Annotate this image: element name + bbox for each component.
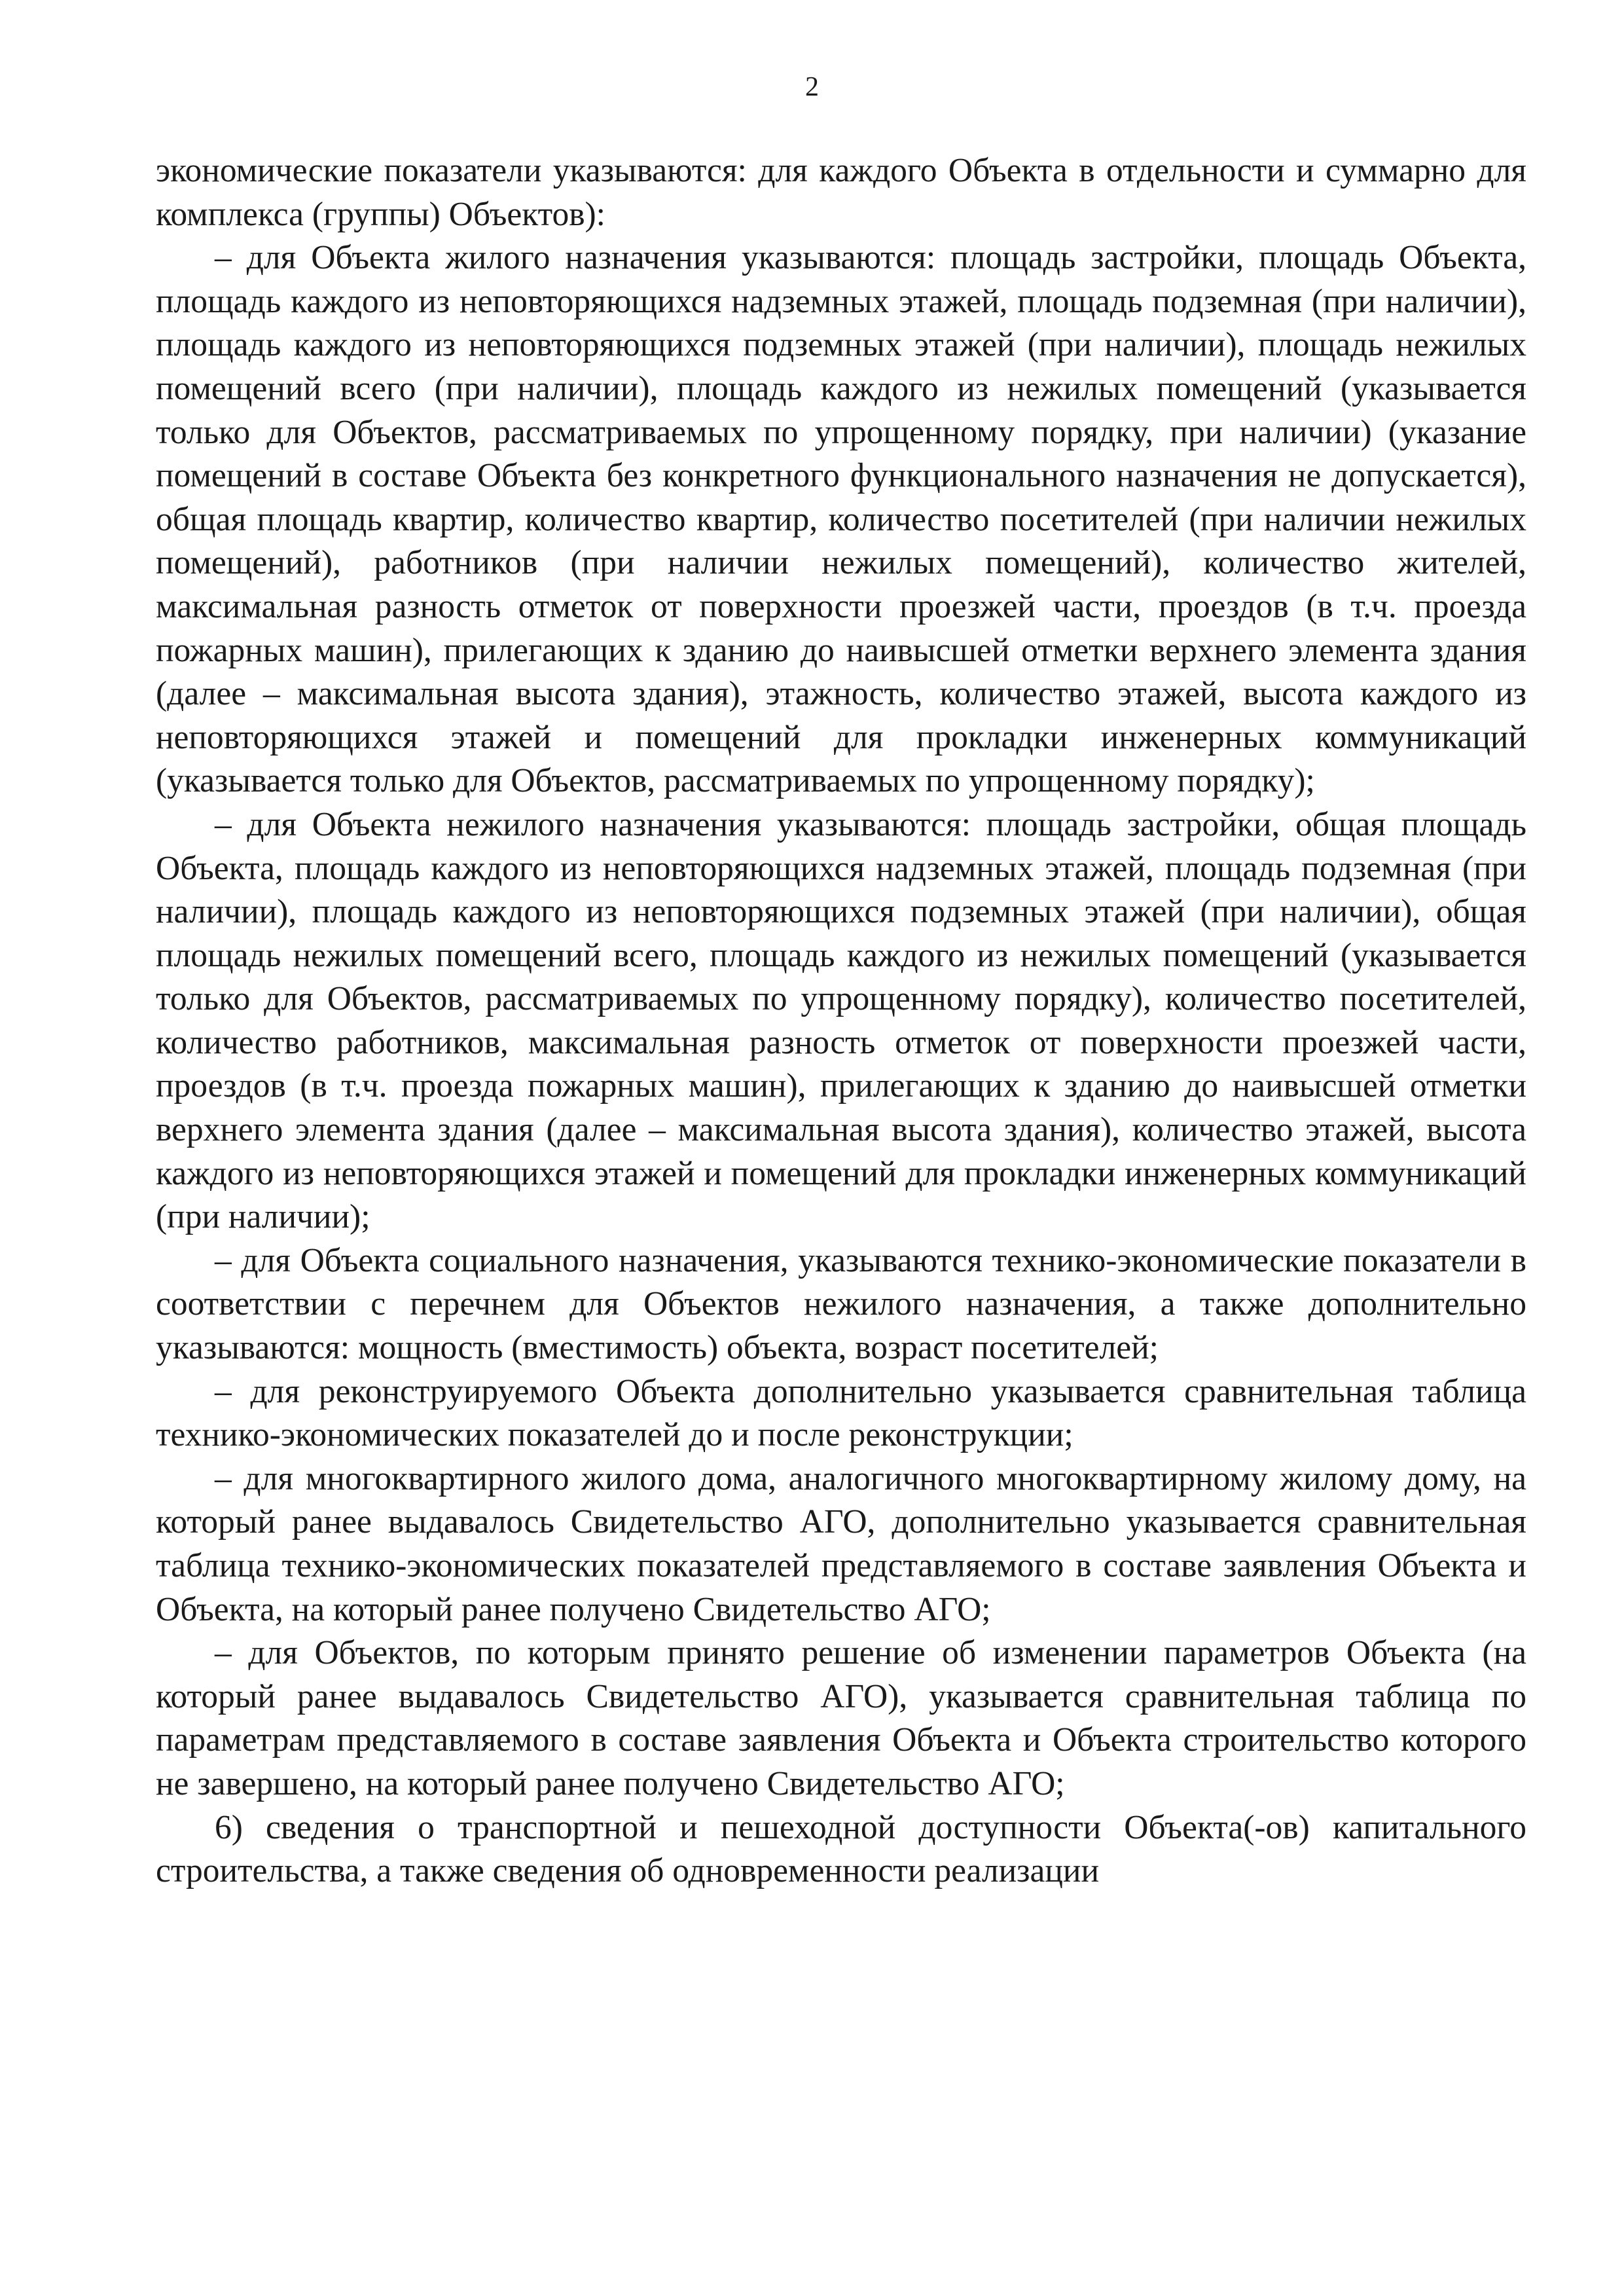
page-number: 2 — [805, 72, 819, 102]
paragraph: экономические показатели указываются: для каждого Объекта в отдельности и суммарно для комплекса (группы) Объектов): — [156, 152, 1526, 233]
document-body — [156, 149, 1526, 1893]
paragraph: – для Объекта нежилого назначения указываются: площадь застройки, общая площадь Объекта, площадь каждого из неповторяющихся надземных этажей, площадь подземная (при наличии), площадь каждого из неповторяющихся подземных этажей (при наличии), общая площадь нежилых помещений всего, площадь каждого из нежилых помещений (указывается только для Объектов, рассматриваемых по упрощенному порядку), количество посетителей, количество работников, максимальная разность отметок от поверхности проезжей части, проездов (в т.ч. проезда пожарных машин), прилегающих к зданию до наивысшей отметки верхнего элемента здания (далее – максимальная высота здания), количество этажей, высота каждого из неповторяющихся этажей и помещений для прокладки инженерных коммуникаций (при наличии); — [156, 805, 1526, 1236]
paragraph: 6) сведения о транспортной и пешеходной доступности Объекта(-ов) капитального строительства, а также сведения об одновременности реализации — [156, 1808, 1526, 1890]
paragraph: – для реконструируемого Объекта дополнительно указывается сравнительная таблица технико-экономических показателей до и после реконструкции; — [156, 1372, 1526, 1454]
paragraph: – для Объекта жилого назначения указываются: площадь застройки, площадь Объекта, площадь каждого из неповторяющихся надземных этажей, площадь подземная (при наличии), площадь каждого из неповторяющихся подземных этажей (при наличии), площадь нежилых помещений всего (при наличии), площадь каждого из нежилых помещений (указывается только для Объектов, рассматриваемых по упрощенному порядку, при наличии) (указание помещений в составе Объекта без конкретного функционального назначения не допускается), общая площадь квартир, количество квартир, количество посетителей (при наличии нежилых помещений), работников (при наличии нежилых помещений), количество жителей, максимальная разность отметок от поверхности проезжей части, проездов (в т.ч. проезда пожарных машин), прилегающих к зданию до наивысшей отметки верхнего элемента здания (далее – максимальная высота здания), этажность, количество этажей, высота каждого из неповторяющихся этажей и помещений для прокладки инженерных коммуникаций (указывается только для Объектов, рассматриваемых по упрощенному порядку); — [156, 239, 1526, 800]
paragraph: – для Объектов, по которым принято решение об изменении параметров Объекта (на который ранее выдавалось Свидетельство АГО), указывается сравнительная таблица по параметрам представляемого в составе заявления Объекта и Объекта строительство которого не завершено, на который ранее получено Свидетельство АГО; — [156, 1634, 1526, 1802]
paragraph: – для Объекта социального назначения, указываются технико-экономические показатели в соответствии с перечнем для Объектов нежилого назначения, а также дополнительно указываются: мощность (вместимость) объекта, возраст посетителей; — [156, 1241, 1526, 1367]
paragraph: – для многоквартирного жилого дома, аналогичного многоквартирному жилому дому, на который ранее выдавалось Свидетельство АГО, дополнительно указывается сравнительная таблица технико-экономических показателей представляемого в составе заявления Объекта и Объекта, на который ранее получено Свидетельство АГО; — [156, 1459, 1526, 1628]
